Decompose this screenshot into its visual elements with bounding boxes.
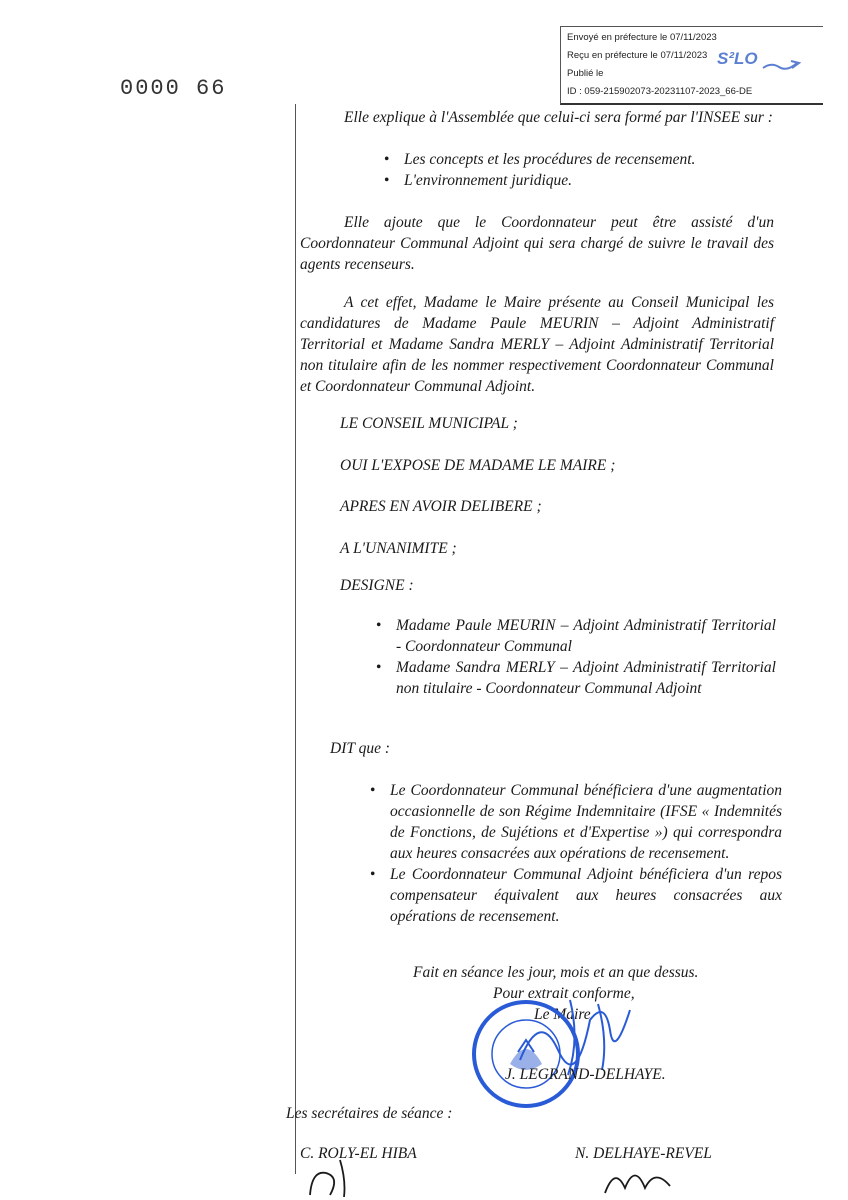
- page-number: 0000 66: [120, 76, 227, 101]
- closing-title: Le Maire: [534, 1006, 591, 1023]
- paragraph-text: A cet effet, Madame le Maire présente au Conseil Municipal les candidatures de Madame Paule MEURIN – Adjoint Administratif Territorial et Madame Sandra MERLY – Adjoint Administratif Territorial non titulaire afin de les nommer respectivement Coordonnateur Communal et Coordonnateur Communal Adjoint.: [300, 294, 774, 395]
- closing-conforme: Pour extrait conforme,: [493, 985, 635, 1002]
- list-formation-topics: [378, 149, 778, 191]
- heading-unanimite: A L'UNANIMITE ;: [340, 540, 457, 557]
- margin-rule: [295, 104, 296, 1174]
- list-item: • L'environnement juridique.: [378, 170, 778, 191]
- s2lo-logo: S²LO: [717, 49, 758, 68]
- list-item: • Madame Sandra MERLY – Adjoint Administratif Territorial non titulaire - Coordonnateur Communal Adjoint: [370, 657, 776, 699]
- closing-line: Fait en séance les jour, mois et an que dessus.: [413, 964, 699, 981]
- stamp-sent: Envoyé en préfecture le 07/11/2023: [567, 32, 717, 43]
- secretary-1-name: C. ROLY-EL HIBA: [300, 1145, 417, 1162]
- s2lo-logo-swoosh-icon: [761, 59, 803, 73]
- list-decisions: [364, 780, 782, 927]
- mayor-name: J. LEGRAND-DELHAYE.: [505, 1066, 666, 1083]
- heading-delibere: APRES EN AVOIR DELIBERE ;: [340, 498, 542, 515]
- paragraph-formation: [300, 107, 774, 128]
- list-item: • Les concepts et les procédures de recensement.: [378, 149, 778, 170]
- heading-dit-que: DIT que :: [330, 740, 390, 757]
- paragraph-candidatures: [300, 292, 774, 397]
- paragraph-text: Elle ajoute que le Coordonnateur peut être assisté d'un Coordonnateur Communal Adjoint qui sera chargé de suivre le travail des agents recenseurs.: [300, 214, 774, 273]
- prefecture-stamp: [560, 26, 823, 105]
- heading-expose: OUI L'EXPOSE DE MADAME LE MAIRE ;: [340, 457, 616, 474]
- heading-conseil: LE CONSEIL MUNICIPAL ;: [340, 415, 518, 432]
- paragraph-text: Elle explique à l'Assemblée que celui-ci sera formé par l'INSEE sur :: [344, 109, 773, 126]
- list-designations: [370, 615, 776, 699]
- list-item: • Madame Paule MEURIN – Adjoint Administratif Territorial - Coordonnateur Communal: [370, 615, 776, 657]
- heading-designe: DESIGNE :: [340, 577, 414, 594]
- stamp-received: Reçu en préfecture le 07/11/2023: [567, 50, 708, 61]
- list-item: • Le Coordonnateur Communal bénéficiera d'une augmentation occasionnelle de son Régime Indemnitaire (IFSE « Indemnités de Fonctions, de Sujétions et d'Expertise ») qui correspondra aux heures consacrées aux opérations de recensement.: [364, 780, 782, 864]
- secretary-2-signature: [600, 1158, 690, 1198]
- secretaries-label: Les secrétaires de séance :: [286, 1105, 453, 1122]
- list-item: • Le Coordonnateur Communal Adjoint bénéficiera d'un repos compensateur équivalent aux heures consacrées aux opérations de recensement.: [364, 864, 782, 927]
- paragraph-adjoint: [300, 212, 774, 275]
- secretary-1-signature: [300, 1155, 380, 1197]
- secretary-2-name: N. DELHAYE-REVEL: [575, 1145, 712, 1162]
- stamp-id: ID : 059-215902073-20231107-2023_66-DE: [567, 86, 753, 97]
- stamp-published: Publié le: [567, 68, 604, 79]
